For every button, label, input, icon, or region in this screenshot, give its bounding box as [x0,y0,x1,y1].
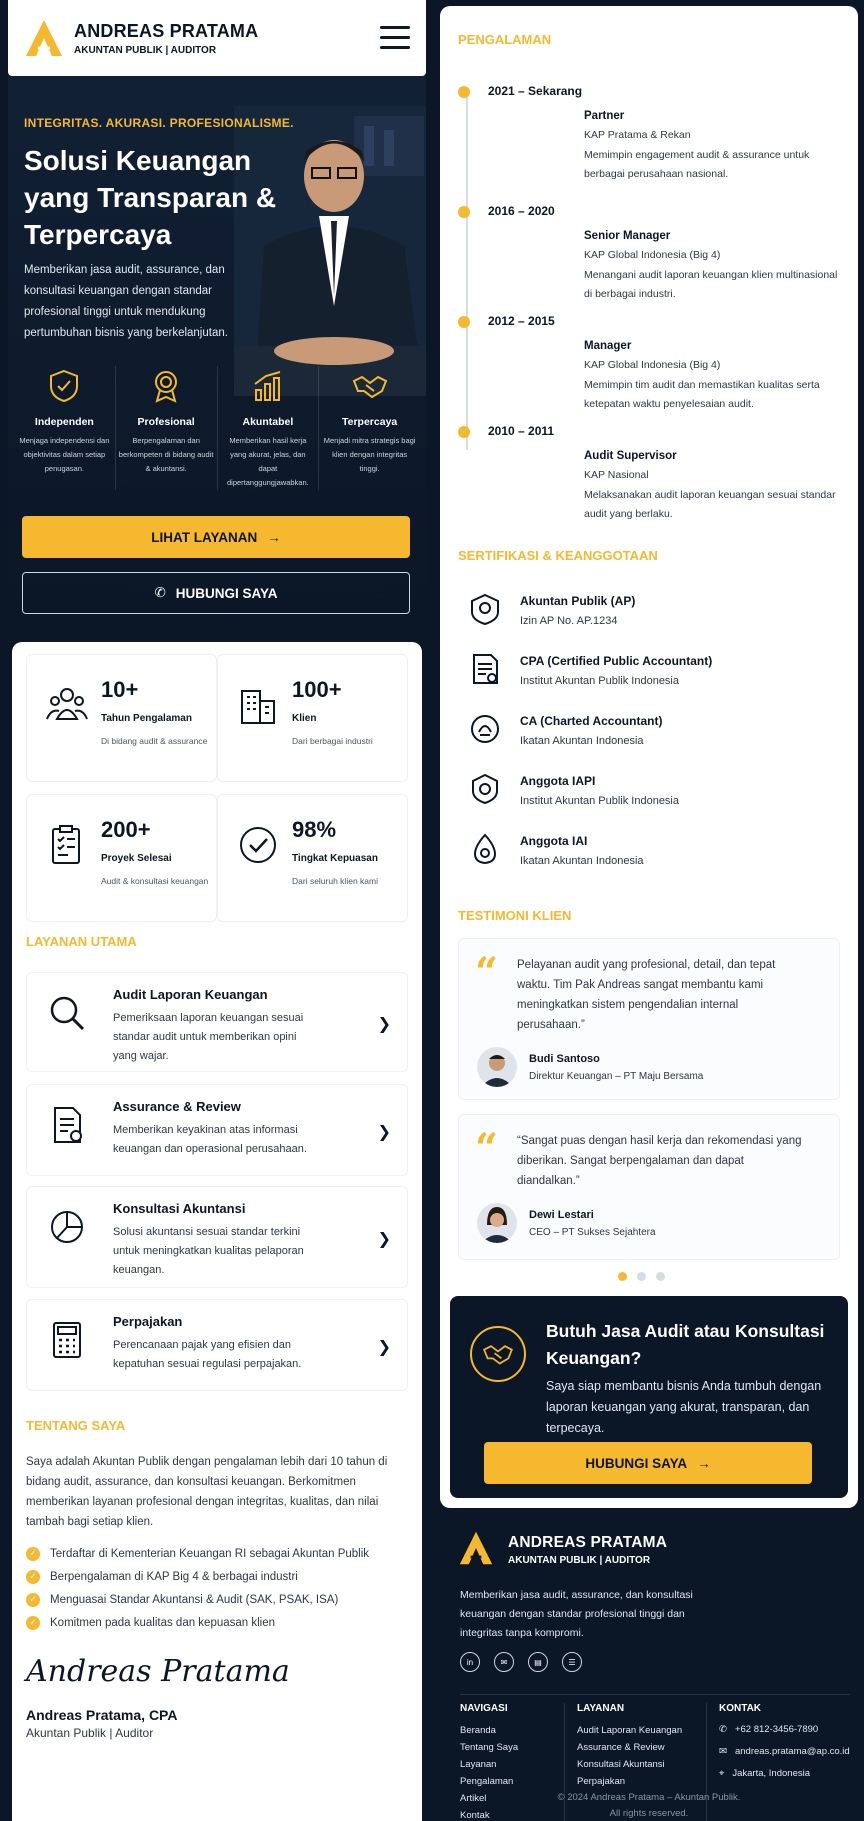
footer-link[interactable]: Layanan [460,1759,497,1770]
phone-text: +62 812-3456-7890 [734,1724,819,1735]
point-text: Menguasai Standar Akuntansi & Audit (SAK, PSAK, ISA) [50,1593,339,1606]
testimonial-role: Direktur Keuangan – PT Maju Bersama [529,1071,704,1082]
avatar [477,1203,517,1243]
point-text: Terdaftar di Kementerian Keuangan RI sebagai Akuntan Publik [50,1547,370,1560]
calculator-icon [47,1320,87,1360]
timeline-year: 2012 – 2015 [488,314,555,328]
view-services-label: LIHAT LAYANAN [151,529,258,545]
timeline-dot [458,426,470,438]
emblem-icon [468,832,502,866]
file-icon[interactable]: ☰ [562,1652,582,1672]
main-content-card [12,642,422,1821]
job-title: Senior Manager [584,230,671,242]
email-icon[interactable]: ✉ [494,1652,514,1672]
stat-number: 98% [292,817,337,842]
hero-tagline: INTEGRITAS. AKURASI. PROFESIONALISME. [24,116,294,130]
cert-item [458,592,838,627]
cert-title: Anggota IAI [520,834,588,848]
timeline-line [466,90,468,450]
quote-icon: “ [475,1125,499,1172]
brand-subtitle: AKUNTAN PUBLIK | AUDITOR [74,44,217,56]
footer-brand-name: ANDREAS PRATAMA [508,1534,668,1551]
footer-link[interactable]: Tentang Saya [460,1742,519,1753]
footer-location [719,1766,850,1782]
footer-link[interactable]: Konsultasi Akuntansi [577,1759,665,1770]
view-services-button[interactable] [22,516,410,558]
feature-title: Profesional [137,416,195,428]
stat-number: 100+ [292,677,342,702]
signer-role: Akuntan Publik | Auditor [26,1726,154,1740]
cert-title: CA (Charted Accountant) [520,714,663,728]
cert-item [458,652,838,687]
timeline-dot [458,86,470,98]
cert-item [458,832,838,867]
arrow-right-icon: → [267,529,281,545]
check-icon: ✓ [26,1570,40,1584]
contact-me-button[interactable] [22,572,410,614]
point-text: Komitmen pada kualitas dan kepuasan klien [50,1616,276,1629]
avatar [477,1047,517,1087]
testimonial-text: Pelayanan audit yang profesional, detail, dan tepat waktu. Tim Pak Andreas sangat membantu kami meningkatkan sistem pengendalian internal perusahaan.” [517,959,776,1031]
clipboard-icon [45,823,89,867]
job-org: KAP Global Indonesia (Big 4) [584,359,721,371]
check-icon: ✓ [26,1547,40,1561]
stat-card [26,794,217,922]
brand-name: ANDREAS PRATAMA [74,20,259,41]
cert-sub: Ikatan Akuntan Indonesia [520,735,644,747]
about-text: Saya adalah Akuntan Publik dengan pengalaman lebih dari 10 tahun di bidang audit, assurance, dan konsultasi keuangan. Berkomitmen memberikan layanan profesional dengan integritas, kualitas, dan nilai tambah bagi setiap klien. [26,1456,388,1528]
stats-grid [26,654,408,922]
feature-item [319,366,420,490]
document-icon[interactable]: ▤ [528,1652,548,1672]
logo-icon[interactable] [24,18,64,58]
pie-chart-icon [47,1207,87,1247]
feature-text: Berpengalaman dan berkompeten di bidang audit & akuntansi. [118,436,214,473]
stat-number: 200+ [101,817,151,842]
job-org: KAP Nasional [584,469,649,481]
copyright-text: © 2024 Andreas Pratama – Akuntan Publik. [557,1792,741,1803]
feature-text: Menjaga independensi dan objektivitas dalam setiap penugasan. [19,436,110,473]
timeline-dot [458,206,470,218]
footer-svc-heading: LAYANAN [577,1703,625,1714]
social-links [460,1652,582,1672]
footer-link[interactable]: Beranda [460,1725,496,1736]
stat-label: Tingkat Kepuasan [292,853,378,864]
feature-text: Menjadi mitra strategis bagi klien dengan integritas tinggi. [323,436,416,473]
logo-icon[interactable] [458,1530,498,1570]
cert-item [458,712,838,747]
about-points [26,1542,406,1634]
stat-label: Tahun Pengalaman [101,713,192,724]
cta-banner [450,1296,848,1498]
service-card-tax[interactable] [26,1299,408,1391]
handshake-icon [322,366,417,406]
testimonial-card [458,1114,840,1260]
hero-title: Solusi Keuangan yang Transparan & Terpercaya [24,145,277,250]
cert-title: Anggota IAPI [520,774,596,788]
service-text: Memberikan keyakinan atas informasi keuangan dan operasional perusahaan. [113,1124,307,1155]
carousel-dot[interactable] [656,1272,665,1281]
list-item [26,1588,406,1611]
job-org: KAP Pratama & Rekan [584,129,691,141]
feature-title: Terpercaya [341,416,398,428]
linkedin-icon[interactable]: in [460,1652,480,1672]
cert-sub: Izin AP No. AP.1234 [520,615,618,627]
side-content-card [440,6,858,1508]
stat-card [217,654,408,782]
timeline-year: 2010 – 2011 [488,424,555,438]
location-pin-icon: ⌖ [719,1768,725,1779]
feature-title: Independen [34,416,94,428]
footer-phone[interactable] [719,1722,850,1738]
feature-item [14,366,116,490]
service-title: Audit Laporan Keuangan [113,987,268,1002]
carousel-dots [618,1272,665,1281]
cert-title: CPA (Certified Public Accountant) [520,654,713,668]
job-title: Manager [584,340,632,352]
certificate-icon [468,652,502,686]
chevron-right-icon: ❯ [377,1339,391,1356]
timeline-year: 2016 – 2020 [488,204,555,218]
email-icon: ✉ [719,1746,727,1757]
signature: Andreas Pratama [26,1654,290,1689]
footer-link[interactable]: Assurance & Review [577,1742,665,1753]
site-footer [440,1516,858,1821]
service-text: Perencanaan pajak yang efisien dan kepatuhan sesuai regulasi perpajakan. [113,1339,302,1370]
cta-contact-button[interactable] [484,1442,812,1484]
footer-link[interactable]: Pengalaman [460,1776,514,1787]
job-title: Partner [584,110,625,122]
site-header [8,0,426,76]
emblem-icon [468,772,502,806]
job-text: Menangani audit laporan keuangan klien multinasional di berbagai industri. [584,269,838,300]
footer-brand [458,1530,667,1570]
footer-description: Memberikan jasa audit, assurance, dan konsultasi keuangan dengan standar profesional tinggi dan integritas tanpa kompromi. [460,1589,693,1639]
service-card-audit[interactable] [26,972,408,1072]
carousel-dot[interactable] [637,1272,646,1281]
service-text: Pemeriksaan laporan keuangan sesuai standar audit untuk memberikan opini yang wajar. [113,1012,304,1062]
timeline-year: 2021 – Sekarang [488,84,583,98]
building-icon [236,683,280,727]
chart-growth-icon [221,366,316,406]
feature-item [116,366,218,490]
people-icon [45,683,89,727]
badge-icon [468,592,502,626]
cta-title: Butuh Jasa Audit atau Konsultasi Keuangan? [546,1321,825,1368]
footer-brand-subtitle: AKUNTAN PUBLIK | AUDITOR [508,1555,651,1566]
cert-sub: Institut Akuntan Publik Indonesia [520,795,679,807]
service-card-assurance[interactable] [26,1084,408,1176]
testimonial-name: Dewi Lestari [529,1209,594,1221]
phone-icon: ✆ [154,585,166,600]
rights-text: All rights reserved. [609,1808,689,1819]
stat-sub: Di bidang audit & assurance [101,736,208,746]
stat-card [26,654,217,782]
stat-number: 10+ [101,677,139,702]
job-org: KAP Global Indonesia (Big 4) [584,249,721,261]
cert-sub: Ikatan Akuntan Indonesia [520,855,644,867]
footer-email[interactable] [719,1744,850,1760]
testimonial-text: “Sangat puas dengan hasil kerja dan rekomendasi yang diberikan. Sangat berpengalaman dan dapat diandalkan.” [517,1135,802,1187]
stat-label: Proyek Selesai [101,853,172,864]
phone-icon: ✆ [719,1724,727,1735]
cert-title: Akuntan Publik (AP) [520,594,636,608]
footer-contact-heading: KONTAK [719,1703,762,1714]
job-text: Melaksanakan audit laporan keuangan sesuai standar audit yang berlaku. [584,489,836,520]
magnifier-icon [47,993,87,1033]
document-check-icon [47,1105,87,1145]
testimonials-heading: TESTIMONI KLIEN [458,908,572,923]
chevron-right-icon: ❯ [377,1124,391,1141]
stat-sub: Audit & konsultasi keuangan [101,876,209,886]
shield-check-icon [17,366,112,406]
footer-link[interactable]: Kontak [460,1810,490,1821]
footer-nav-heading: NAVIGASI [460,1703,508,1714]
check-circle-icon [236,823,280,867]
stat-sub: Dari seluruh klien kami [292,876,378,886]
handshake-icon [470,1326,526,1382]
testimonial-role: CEO – PT Sukses Sejahtera [529,1227,656,1238]
check-icon: ✓ [26,1616,40,1630]
stat-label: Klien [292,713,317,724]
list-item [26,1542,406,1565]
chevron-right-icon: ❯ [377,1016,391,1033]
cta-text: Saya siap membantu bisnis Anda tumbuh dengan laporan keuangan yang akurat, transparan, dan terpecaya. [546,1379,822,1435]
experience-heading: PENGALAMAN [458,32,552,47]
award-icon [119,366,214,406]
point-text: Berpengalaman di KAP Big 4 & berbagai industri [50,1570,298,1583]
hero-lead: Memberikan jasa audit, assurance, dan konsultasi keuangan dengan standar profesional tinggi untuk mendukung pertumbuhan bisnis yang berkelanjutan. [24,264,228,339]
location-text: Jakarta, Indonesia [732,1768,810,1779]
copyright [514,1790,784,1821]
seal-icon [468,712,502,746]
service-card-consulting[interactable] [26,1186,408,1288]
timeline-dot [458,316,470,328]
left-column [8,0,426,1821]
feature-item [218,366,320,490]
contact-me-label: HUBUNGI SAYA [175,585,278,601]
certs-heading: SERTIFIKASI & KEANGGOTAAN [458,548,658,563]
job-title: Audit Supervisor [584,450,677,462]
arrow-right-icon: → [697,1455,711,1471]
list-item [26,1611,406,1634]
testimonial-name: Budi Santoso [529,1053,600,1065]
feature-list [14,366,420,490]
cert-item [458,772,838,807]
cert-sub: Institut Akuntan Publik Indonesia [520,675,679,687]
feature-title: Akuntabel [242,416,294,428]
list-item [26,1565,406,1588]
chevron-right-icon: ❯ [377,1231,391,1248]
services-heading: LAYANAN UTAMA [26,934,137,949]
service-title: Perpajakan [113,1314,183,1329]
testimonial-card [458,938,840,1100]
hero-section [8,76,426,636]
service-title: Assurance & Review [113,1099,241,1114]
about-heading: TENTANG SAYA [26,1418,126,1433]
feature-text: Memberikan hasil kerja yang akurat, jelas, dan dapat dipertanggungjawabkan. [227,436,309,487]
footer-link[interactable]: Perpajakan [577,1776,626,1787]
service-title: Konsultasi Akuntansi [113,1201,246,1216]
service-text: Solusi akuntansi sesuai standar terkini untuk meningkatkan kualitas pelaporan keuangan. [113,1226,304,1276]
job-text: Memimpin tim audit dan memastikan kualitas serta ketepatan waktu penyelesaian audit. [584,379,820,410]
stat-card [217,794,408,922]
quote-icon: “ [475,949,499,996]
footer-link[interactable]: Artikel [460,1793,487,1804]
signer-name: Andreas Pratama, CPA [26,1707,178,1723]
check-icon: ✓ [26,1593,40,1607]
cta-button-label: HUBUNGI SAYA [585,1455,688,1471]
carousel-dot[interactable] [618,1272,627,1281]
stat-sub: Dari berbagai industri [292,736,373,746]
hamburger-menu-icon[interactable] [380,26,410,50]
email-text: andreas.pratama@ap.co.id [734,1746,850,1757]
footer-link[interactable]: Audit Laporan Keuangan [577,1725,683,1736]
job-text: Memimpin engagement audit & assurance untuk berbagai perusahaan nasional. [584,149,810,180]
